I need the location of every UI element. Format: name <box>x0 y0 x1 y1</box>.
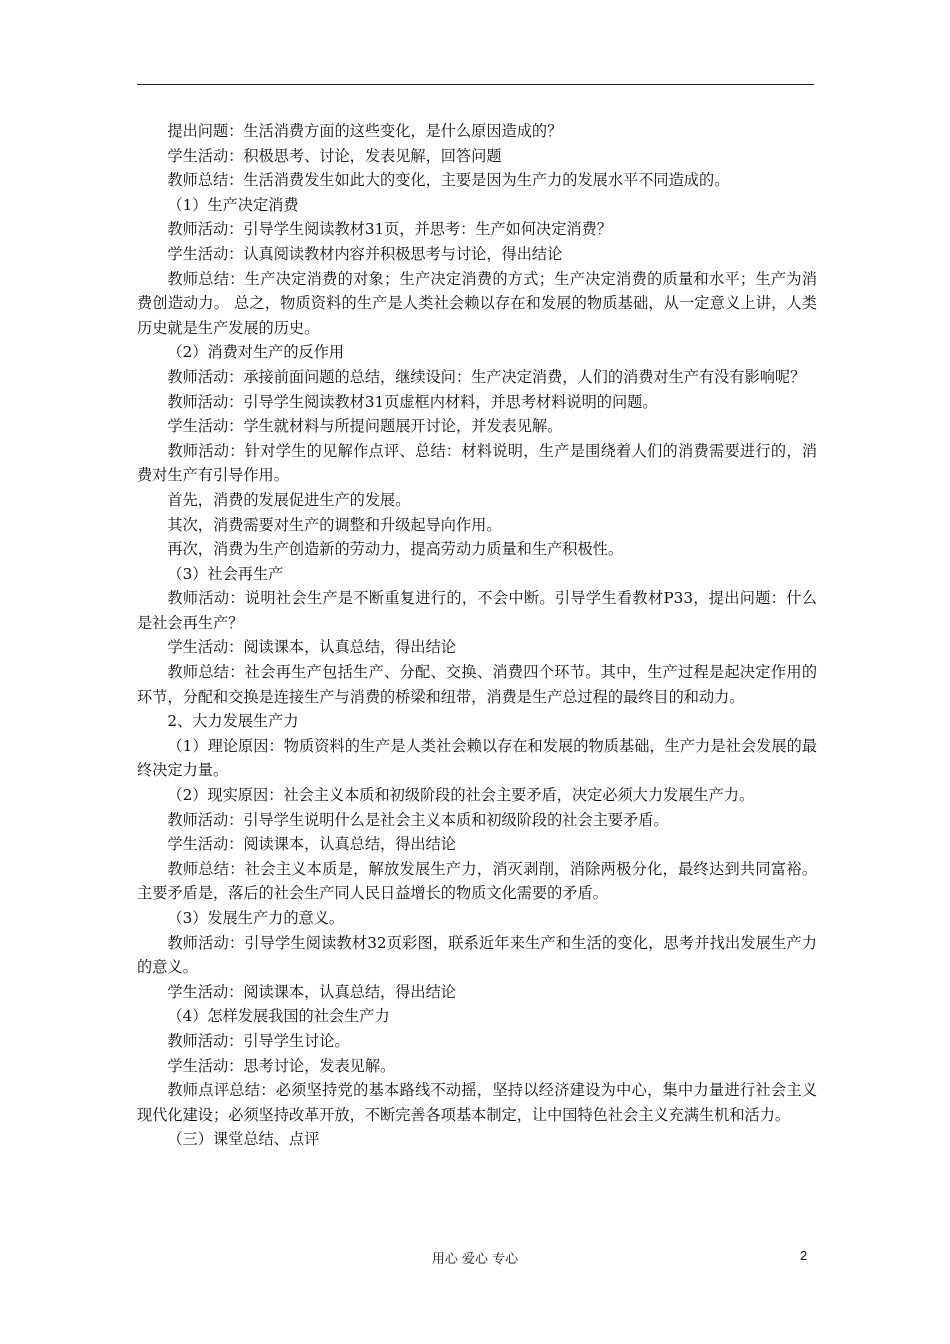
section-heading: （1）生产决定消费 <box>167 195 299 214</box>
paragraph: 教师活动：引导学生阅读教材31页虚框内材料，并思考材料说明的问题。 <box>167 392 658 411</box>
paragraph: 学生活动：学生就材料与所提问题展开讨论，并发表见解。 <box>167 417 563 436</box>
paragraph: 学生活动：积极思考、讨论，发表见解，回答问题 <box>167 146 502 165</box>
paragraph: 教师总结：生产决定消费的对象；生产决定消费的方式；生产决定消费的质量和水平；生产为消费创造动力。 总之，物质资料的生产是人类社会赖以存在和发展的物质基础，从一定意义上讲，人类历史就是生产发展的历史。 <box>137 269 817 337</box>
section-heading: （4）怎样发展我国的社会生产力 <box>167 1007 390 1026</box>
paragraph: （1）理论原因：物质资料的生产是人类社会赖以存在和发展的物质基础，生产力是社会发展的最终决定力量。 <box>137 736 817 780</box>
section-heading: （3）社会再生产 <box>167 564 284 583</box>
paragraph: 教师总结：生活消费发生如此大的变化，主要是因为生产力的发展水平不同造成的。 <box>167 171 730 190</box>
paragraph: 教师活动：承接前面问题的总结，继续设问：生产决定消费，人们的消费对生产有没有影响呢？ <box>167 367 806 386</box>
footer-slogan: 用心 爱心 专心 <box>431 1252 519 1267</box>
paragraph: 教师活动：引导学生阅读教材32页彩图，联系近年来生产和生活的变化，思考并找出发展生产力的意义。 <box>137 933 817 977</box>
header-rule <box>137 84 814 85</box>
paragraph: 首先，消费的发展促进生产的发展。 <box>167 490 411 509</box>
paragraph: 学生活动：阅读课本，认真总结，得出结论 <box>167 982 456 1001</box>
paragraph: 教师点评总结：必须坚持党的基本路线不动摇，坚持以经济建设为中心，集中力量进行社会主义现代化建设；必须坚持改革开放，不断完善各项基本制定，让中国特色社会主义充满生机和活力。 <box>137 1081 817 1124</box>
section-heading: （2）消费对生产的反作用 <box>167 343 345 362</box>
paragraph: 再次，消费为生产创造新的劳动力，提高劳动力质量和生产积极性。 <box>167 540 624 559</box>
section-heading: 2、大力发展生产力 <box>167 712 299 731</box>
paragraph: 提出问题：生活消费方面的这些变化，是什么原因造成的？ <box>167 122 563 140</box>
paragraph: （2）现实原因：社会主义本质和初级阶段的社会主要矛盾，决定必须大力发展生产力。 <box>167 786 755 805</box>
paragraph: 教师活动：引导学生讨论。 <box>167 1031 350 1050</box>
paragraph: 教师总结：社会主义本质是，解放发展生产力，消灭剥削，消除两极分化，最终达到共同富裕。主要矛盾是，落后的社会生产同人民日益增长的物质文化需要的矛盾。 <box>137 859 817 903</box>
paragraph: 教师总结：社会再生产包括生产、分配、交换、消费四个环节。其中，生产过程是起决定作用的环节，分配和交换是连接生产与消费的桥梁和纽带，消费是生产总过程的最终目的和动力。 <box>137 663 817 706</box>
paragraph: 教师活动：针对学生的见解作点评、总结：材料说明，生产是围绕着人们的消费需要进行的，消费对生产有引导作用。 <box>137 441 817 485</box>
paragraph: 教师活动：说明社会生产是不断重复进行的，不会中断。引导学生看教材P33，提出问题：什么是社会再生产？ <box>137 589 817 632</box>
paragraph: 教师活动：引导学生说明什么是社会主义本质和初级阶段的社会主要矛盾。 <box>167 810 669 829</box>
section-heading: （3）发展生产力的意义。 <box>167 909 345 927</box>
paragraph: 学生活动：阅读课本，认真总结，得出结论 <box>167 835 456 854</box>
paragraph: 学生活动：思考讨论，发表见解。 <box>167 1056 396 1075</box>
paragraph: 学生活动：阅读课本，认真总结，得出结论 <box>167 638 456 657</box>
paragraph: 其次，消费需要对生产的调整和升级起导向作用。 <box>167 515 502 534</box>
section-heading: （三）课堂总结、点评 <box>167 1130 320 1149</box>
paragraph: 教师活动：引导学生阅读教材31页，并思考：生产如何决定消费？ <box>167 220 612 239</box>
document-body <box>137 119 817 1152</box>
paragraph: 学生活动：认真阅读教材内容并积极思考与讨论，得出结论 <box>167 244 563 263</box>
page-number: 2 <box>800 1248 808 1263</box>
